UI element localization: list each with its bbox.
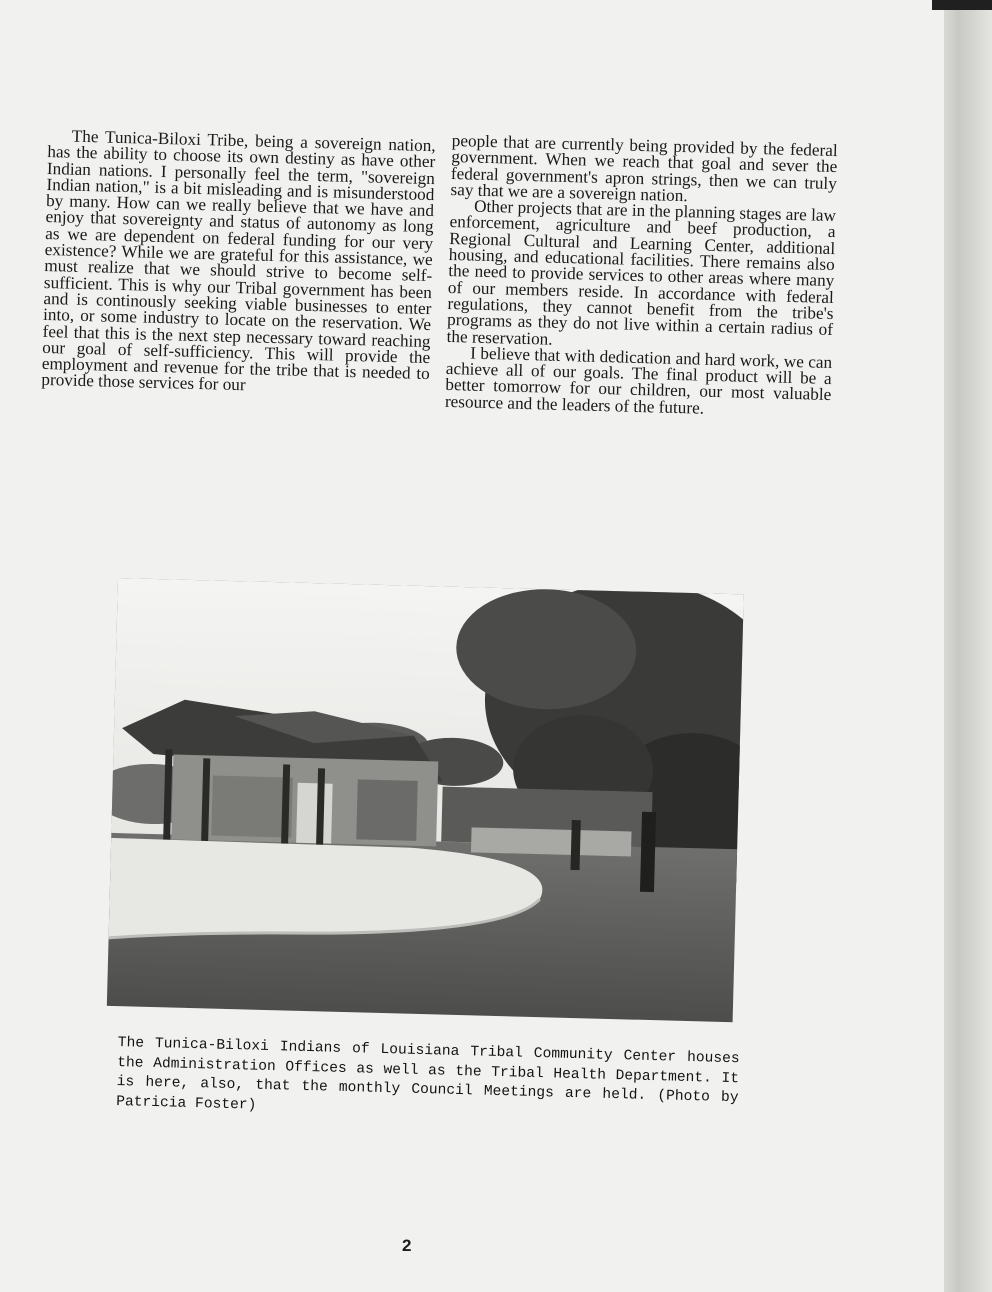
community-center-photo-image	[107, 578, 744, 1022]
article-paragraph-1: The Tunica-Biloxi Tribe, being a sovereign nation, has the ability to choose its own destiny as have other Indian nations. I personally feel the term, "sovereign Indian nation," is a bit misleading and is misunderstood by many. How can we really believe that we have and enjoy that sovereignty and status of autonomy as long as we are dependent on federal funding for our very existence? While we are grateful for this assistance, we must realize that we should strive to become self-sufficient. This is why our Tribal government has been and is continously seeking viable businesses to enter into, or some industry to locate on the reservation. We feel that this is the next step necessary toward reaching our goal of self-sufficiency. This will provide the employment and revenue for the tribe that is needed to provide those services for our	[41, 126, 436, 395]
article-paragraph-2: people that are currently being provided by the federal government. When we reach that goal and sever the federal government's apron strings, then we can truly say that we are a sovereign nation.	[450, 131, 838, 206]
article-paragraph-4: I believe that with dedication and hard work, we can achieve all of our goals. The final product will be a better tomorrow for our children, our most valuable resource and the leaders of the future.	[444, 343, 833, 418]
photo-caption: The Tunica-Biloxi Indians of Louisiana Tribal Community Center houses the Administration Offices as well as the Tribal Health Department. It is here, also, that the monthly Council Meetings are held. (Photo by Patricia Foster)	[116, 1034, 740, 1114]
page-number: 2	[402, 1236, 412, 1255]
page-edge-corner	[932, 0, 992, 10]
page-edge-shadow	[944, 0, 992, 1292]
article-right-column	[445, 133, 838, 420]
community-center-photo	[107, 578, 744, 1022]
article-left-column	[41, 128, 436, 399]
article-paragraph-3: Other projects that are in the planning stages are law enforcement, agriculture and beef production, a Regional Cultural and Learning Center, additional housing, and educational facilities. There remains also the need to provide services to other areas where many of our members reside. In accordance with federal regulations, they cannot benefit from the tribe's programs as they do not live within a certain radius of the reservation.	[446, 196, 837, 349]
